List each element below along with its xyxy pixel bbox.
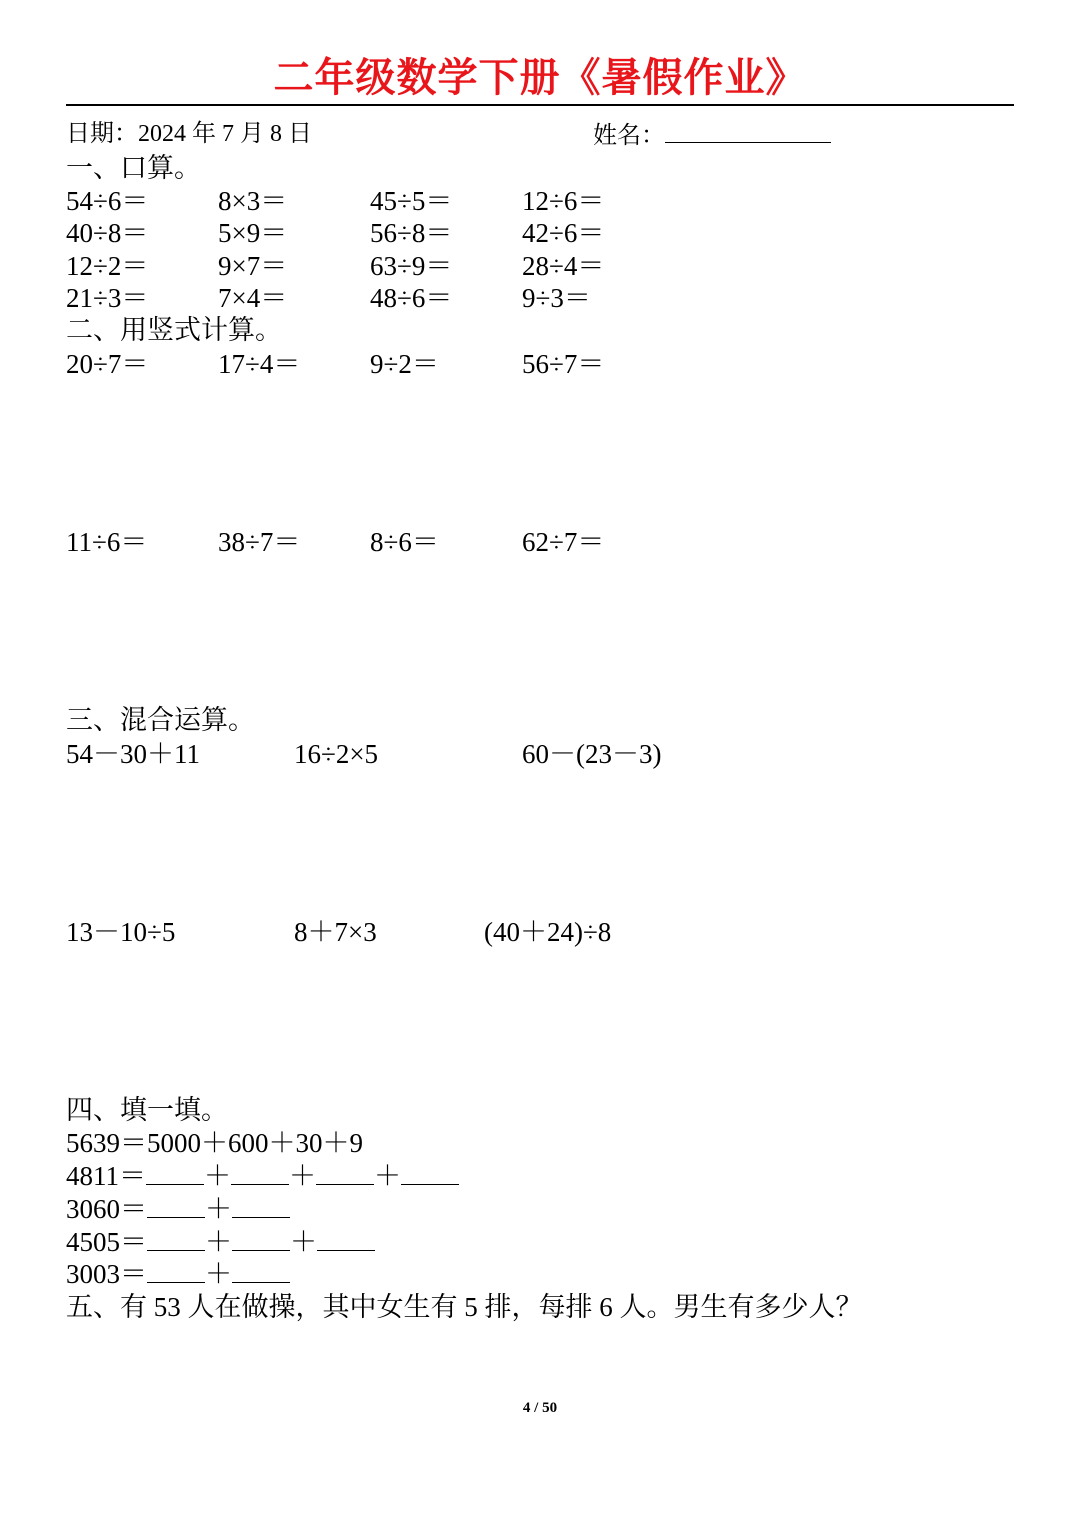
- problem-cell: 9÷3＝: [522, 283, 591, 313]
- plus-sign: ＋: [290, 1227, 317, 1257]
- section-3-heading: 三、混合运算。: [66, 705, 255, 735]
- fill-blank[interactable]: [231, 1160, 289, 1185]
- problem-cell: 21÷3＝: [66, 283, 149, 313]
- fill-item: [66, 1193, 290, 1225]
- problem-cell: 56÷8＝: [370, 218, 453, 248]
- fill-number: 4811＝: [66, 1161, 146, 1191]
- fill-blank[interactable]: [146, 1160, 204, 1185]
- problem-cell: 54÷6＝: [66, 186, 149, 216]
- title-divider: [66, 104, 1014, 106]
- problem-cell: 40÷8＝: [66, 218, 149, 248]
- plus-sign: ＋: [205, 1259, 232, 1289]
- problem-cell: 48÷6＝: [370, 283, 453, 313]
- date-label: 日期：2024 年 7 月 8 日: [66, 121, 312, 147]
- fill-blank[interactable]: [147, 1193, 205, 1218]
- section-4-heading: 四、填一填。: [66, 1095, 228, 1125]
- problem-cell: 9×7＝: [218, 251, 288, 281]
- problem-cell: 7×4＝: [218, 283, 288, 313]
- problem-cell: 8÷6＝: [370, 527, 439, 557]
- problem-cell: 45÷5＝: [370, 186, 453, 216]
- section-5-heading: 五、有 53 人在做操，其中女生有 5 排，每排 6 人。男生有多少人？: [66, 1292, 863, 1322]
- fill-blank[interactable]: [147, 1226, 205, 1251]
- plus-sign: ＋: [204, 1161, 231, 1191]
- fill-blank[interactable]: [147, 1258, 205, 1283]
- fill-item: [66, 1258, 290, 1290]
- section-2-heading: 二、用竖式计算。: [66, 315, 282, 345]
- problem-cell: 56÷7＝: [522, 349, 605, 379]
- fill-number: 4505＝: [66, 1227, 147, 1257]
- name-label: 姓名：: [593, 123, 665, 149]
- plus-sign: ＋: [205, 1227, 232, 1257]
- plus-sign: ＋: [289, 1161, 316, 1191]
- fill-item: [66, 1226, 375, 1258]
- fill-blank[interactable]: [401, 1160, 459, 1185]
- page-title: 二年级数学下册《暑假作业》: [273, 55, 807, 101]
- problem-cell: 60－(23－3): [522, 739, 662, 769]
- plus-sign: ＋: [205, 1194, 232, 1224]
- fill-number: 3003＝: [66, 1259, 147, 1289]
- problem-cell: 38÷7＝: [218, 527, 301, 557]
- section-1-heading: 一、口算。: [66, 153, 201, 183]
- problem-cell: 17÷4＝: [218, 349, 301, 379]
- problem-cell: 20÷7＝: [66, 349, 149, 379]
- problem-cell: 9÷2＝: [370, 349, 439, 379]
- problem-cell: 5×9＝: [218, 218, 288, 248]
- problem-cell: 16÷2×5: [294, 739, 379, 769]
- problem-cell: (40＋24)÷8: [484, 917, 612, 947]
- problem-cell: 12÷6＝: [522, 186, 605, 216]
- name-blank[interactable]: [665, 118, 831, 143]
- page-number: 4 / 50: [522, 1400, 558, 1416]
- fill-blank[interactable]: [232, 1258, 290, 1283]
- fill-blank[interactable]: [316, 1160, 374, 1185]
- problem-cell: 28÷4＝: [522, 251, 605, 281]
- problem-cell: 62÷7＝: [522, 527, 605, 557]
- problem-cell: 42÷6＝: [522, 218, 605, 248]
- problem-cell: 8＋7×3: [294, 917, 377, 947]
- fill-item: [66, 1160, 459, 1192]
- problem-cell: 54－30＋11: [66, 739, 200, 769]
- fill-blank[interactable]: [232, 1226, 290, 1251]
- problem-cell: 13－10÷5: [66, 917, 176, 947]
- problem-cell: 11÷6＝: [66, 527, 148, 557]
- fill-number: 3060＝: [66, 1194, 147, 1224]
- plus-sign: ＋: [374, 1161, 401, 1191]
- fill-blank[interactable]: [317, 1226, 375, 1251]
- problem-cell: 12÷2＝: [66, 251, 149, 281]
- name-field[interactable]: [593, 118, 831, 152]
- problem-cell: 8×3＝: [218, 186, 288, 216]
- problem-cell: 63÷9＝: [370, 251, 453, 281]
- fill-blank[interactable]: [232, 1193, 290, 1218]
- fill-example: 5639＝5000＋600＋30＋9: [66, 1128, 363, 1158]
